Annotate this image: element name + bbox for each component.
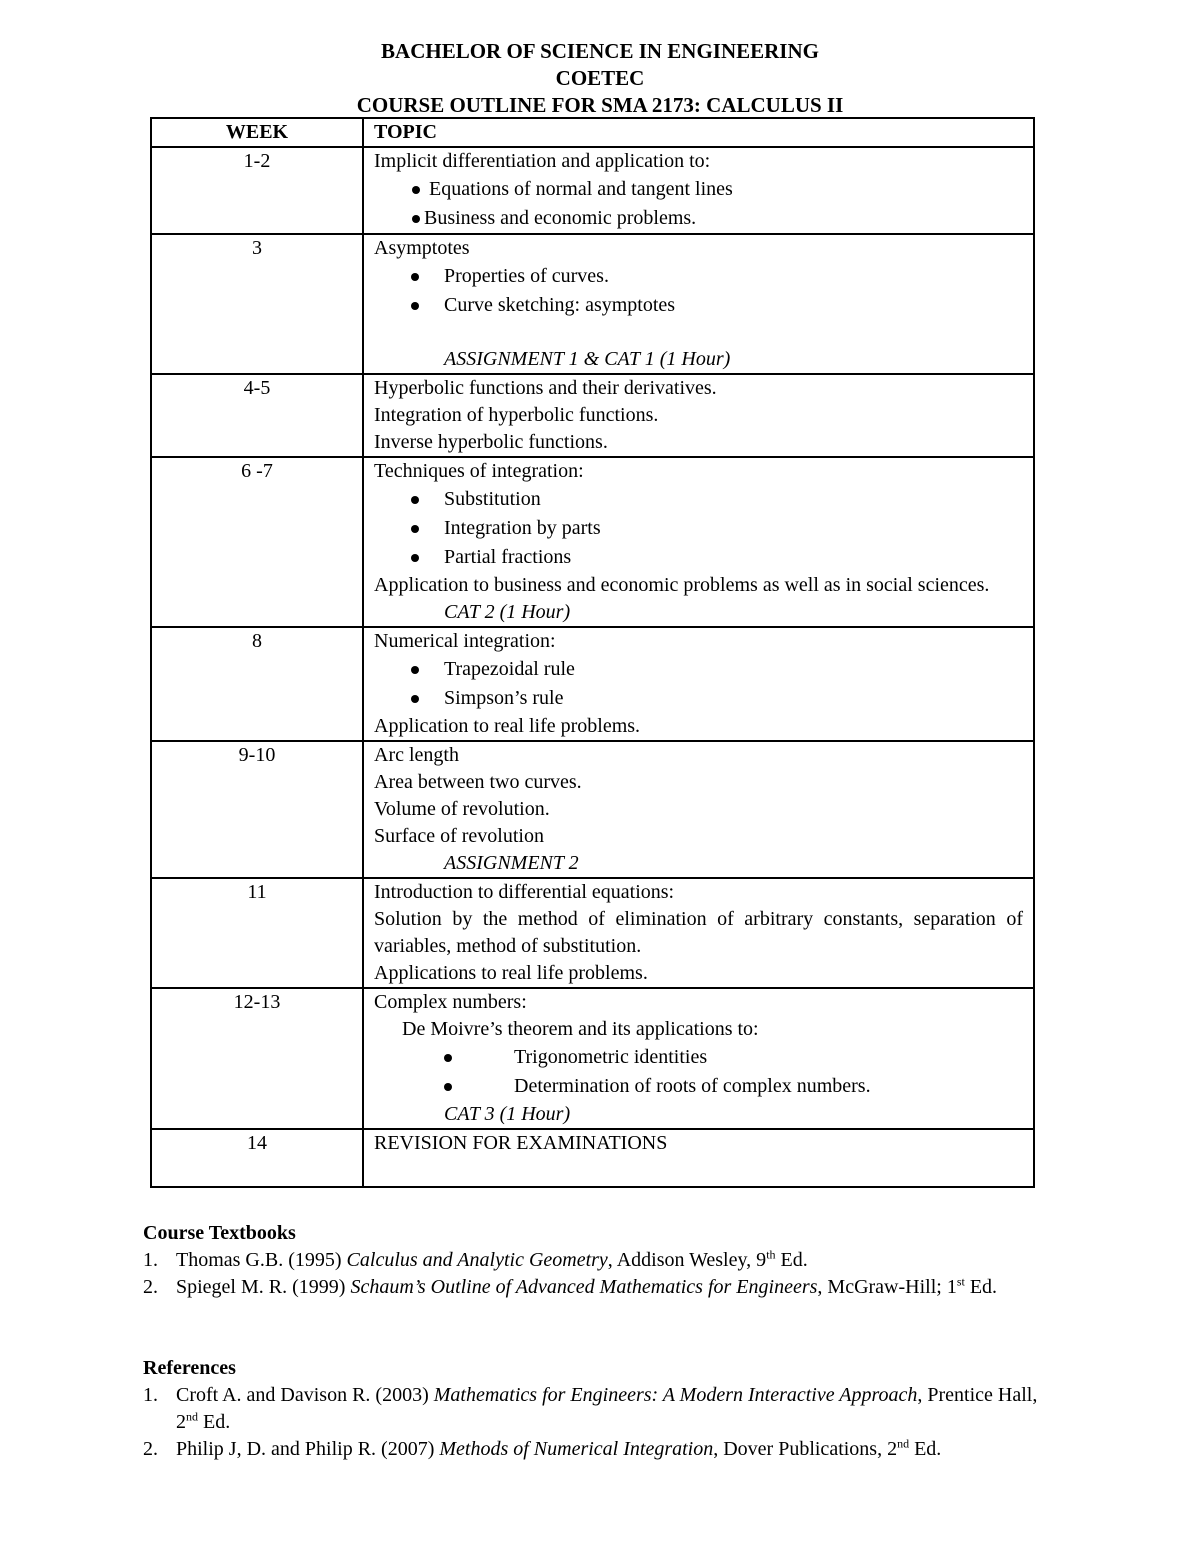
list-number: 2. (143, 1276, 158, 1298)
topic-line: Application to real life problems. (374, 715, 641, 737)
table-row (151, 147, 1034, 234)
topic-line: Surface of revolution (374, 825, 544, 847)
topic-bullet: Determination of roots of complex numbers. (374, 1072, 1023, 1101)
table-row (151, 741, 1034, 878)
assessment-note: ASSIGNMENT 1 & CAT 1 (1 Hour) (444, 348, 731, 370)
topic-line: Applications to real life problems. (374, 962, 648, 984)
week-cell: 14 (151, 1129, 363, 1187)
week-cell: 4-5 (151, 374, 363, 457)
topic-cell (363, 741, 1034, 878)
topic-bullet: Equations of normal and tangent lines (374, 175, 1023, 204)
textbook-item: 1. Thomas G.B. (1995) Calculus and Analytic Geometry, Addison Wesley, 9th Ed. (143, 1247, 1063, 1274)
week-cell: 1-2 (151, 147, 363, 234)
topic-line: Integration of hyperbolic functions. (374, 404, 659, 426)
list-number: 1. (143, 1384, 158, 1406)
topic-subline: De Moivre’s theorem and its applications to: (402, 1018, 759, 1040)
week-cell: 3 (151, 234, 363, 374)
table-row (151, 374, 1034, 457)
book-title: Schaum’s Outline of Advanced Mathematics for Engineers (350, 1276, 818, 1298)
topic-bullet: Substitution (374, 485, 1023, 514)
book-title: Mathematics for Engineers: A Modern Interactive Approach (433, 1384, 918, 1406)
topic-bullet: Business and economic problems. (374, 204, 1023, 233)
week-cell: 11 (151, 878, 363, 988)
topic-line: Area between two curves. (374, 771, 582, 793)
week-cell: 6 -7 (151, 457, 363, 627)
textbooks-section (143, 1220, 1063, 1301)
topic-cell (363, 878, 1034, 988)
list-number: 2. (143, 1438, 158, 1460)
topic-line: Arc length (374, 744, 459, 766)
assessment-note: ASSIGNMENT 2 (444, 852, 579, 874)
week-cell: 9-10 (151, 741, 363, 878)
topic-line: Inverse hyperbolic functions. (374, 431, 608, 453)
topic-bullet: Partial fractions (374, 543, 1023, 572)
course-outline-table (150, 117, 1035, 1188)
reference-item: 2. Philip J, D. and Philip R. (2007) Methods of Numerical Integration, Dover Publications, 2nd Ed. (143, 1436, 1063, 1463)
table-row (151, 1129, 1034, 1187)
column-header-topic: TOPIC (363, 118, 1034, 147)
topic-line: Hyperbolic functions and their derivatives. (374, 377, 717, 399)
topic-bullet: Trigonometric identities (374, 1043, 1023, 1072)
textbooks-heading: Course Textbooks (143, 1222, 296, 1244)
topic-intro: Asymptotes (374, 237, 470, 259)
reference-item: 1. Croft A. and Davison R. (2003) Mathematics for Engineers: A Modern Interactive Approach, Prentice Hall, 2nd Ed. (143, 1384, 1038, 1433)
topic-cell (363, 988, 1034, 1129)
topic-cell (363, 627, 1034, 741)
table-row (151, 988, 1034, 1129)
topic-bullet: Curve sketching: asymptotes (374, 291, 1023, 320)
week-cell: 8 (151, 627, 363, 741)
textbook-item: 2. Spiegel M. R. (1999) Schaum’s Outline of Advanced Mathematics for Engineers, McGraw-Hill; 1st Ed. (143, 1274, 1063, 1301)
list-number: 1. (143, 1249, 158, 1271)
topic-cell (363, 1129, 1034, 1187)
table-row (151, 457, 1034, 627)
course-title: COURSE OUTLINE FOR SMA 2173: CALCULUS II (356, 93, 844, 117)
book-title: Calculus and Analytic Geometry (346, 1249, 608, 1271)
topic-bullet: Integration by parts (374, 514, 1023, 543)
topic-line: Volume of revolution. (374, 798, 550, 820)
topic-intro: Complex numbers: (374, 991, 527, 1013)
references-section (143, 1355, 1063, 1463)
table-header-row (151, 118, 1034, 147)
topic-line: REVISION FOR EXAMINATIONS (374, 1132, 668, 1154)
topic-intro: Implicit differentiation and application to: (374, 150, 711, 172)
topic-bullet: Properties of curves. (374, 262, 1023, 291)
references-heading: References (143, 1357, 236, 1379)
book-title: Methods of Numerical Integration (439, 1438, 714, 1460)
assessment-note: CAT 2 (1 Hour) (444, 601, 571, 623)
topic-intro: Techniques of integration: (374, 460, 584, 482)
assessment-note: CAT 3 (1 Hour) (444, 1103, 571, 1125)
degree-title: BACHELOR OF SCIENCE IN ENGINEERING (381, 39, 819, 63)
topic-cell (363, 457, 1034, 627)
table-row (151, 627, 1034, 741)
table-row (151, 878, 1034, 988)
topic-intro: Numerical integration: (374, 630, 556, 652)
table-row (151, 234, 1034, 374)
week-cell: 12-13 (151, 988, 363, 1129)
topic-line: Introduction to differential equations: (374, 881, 675, 903)
topic-bullet: Trapezoidal rule (374, 655, 1023, 684)
topic-bullet: Simpson’s rule (374, 684, 1023, 713)
topic-cell (363, 147, 1034, 234)
topic-cell (363, 374, 1034, 457)
document-header (0, 38, 1200, 119)
topic-paragraph: Application to business and economic problems as well as in social sciences. (374, 574, 990, 596)
topic-cell (363, 234, 1034, 374)
college-name: COETEC (555, 66, 645, 90)
topic-paragraph: Solution by the method of elimination of arbitrary constants, separation of variables, method of substitution. (374, 908, 1023, 957)
column-header-week: WEEK (151, 118, 363, 147)
